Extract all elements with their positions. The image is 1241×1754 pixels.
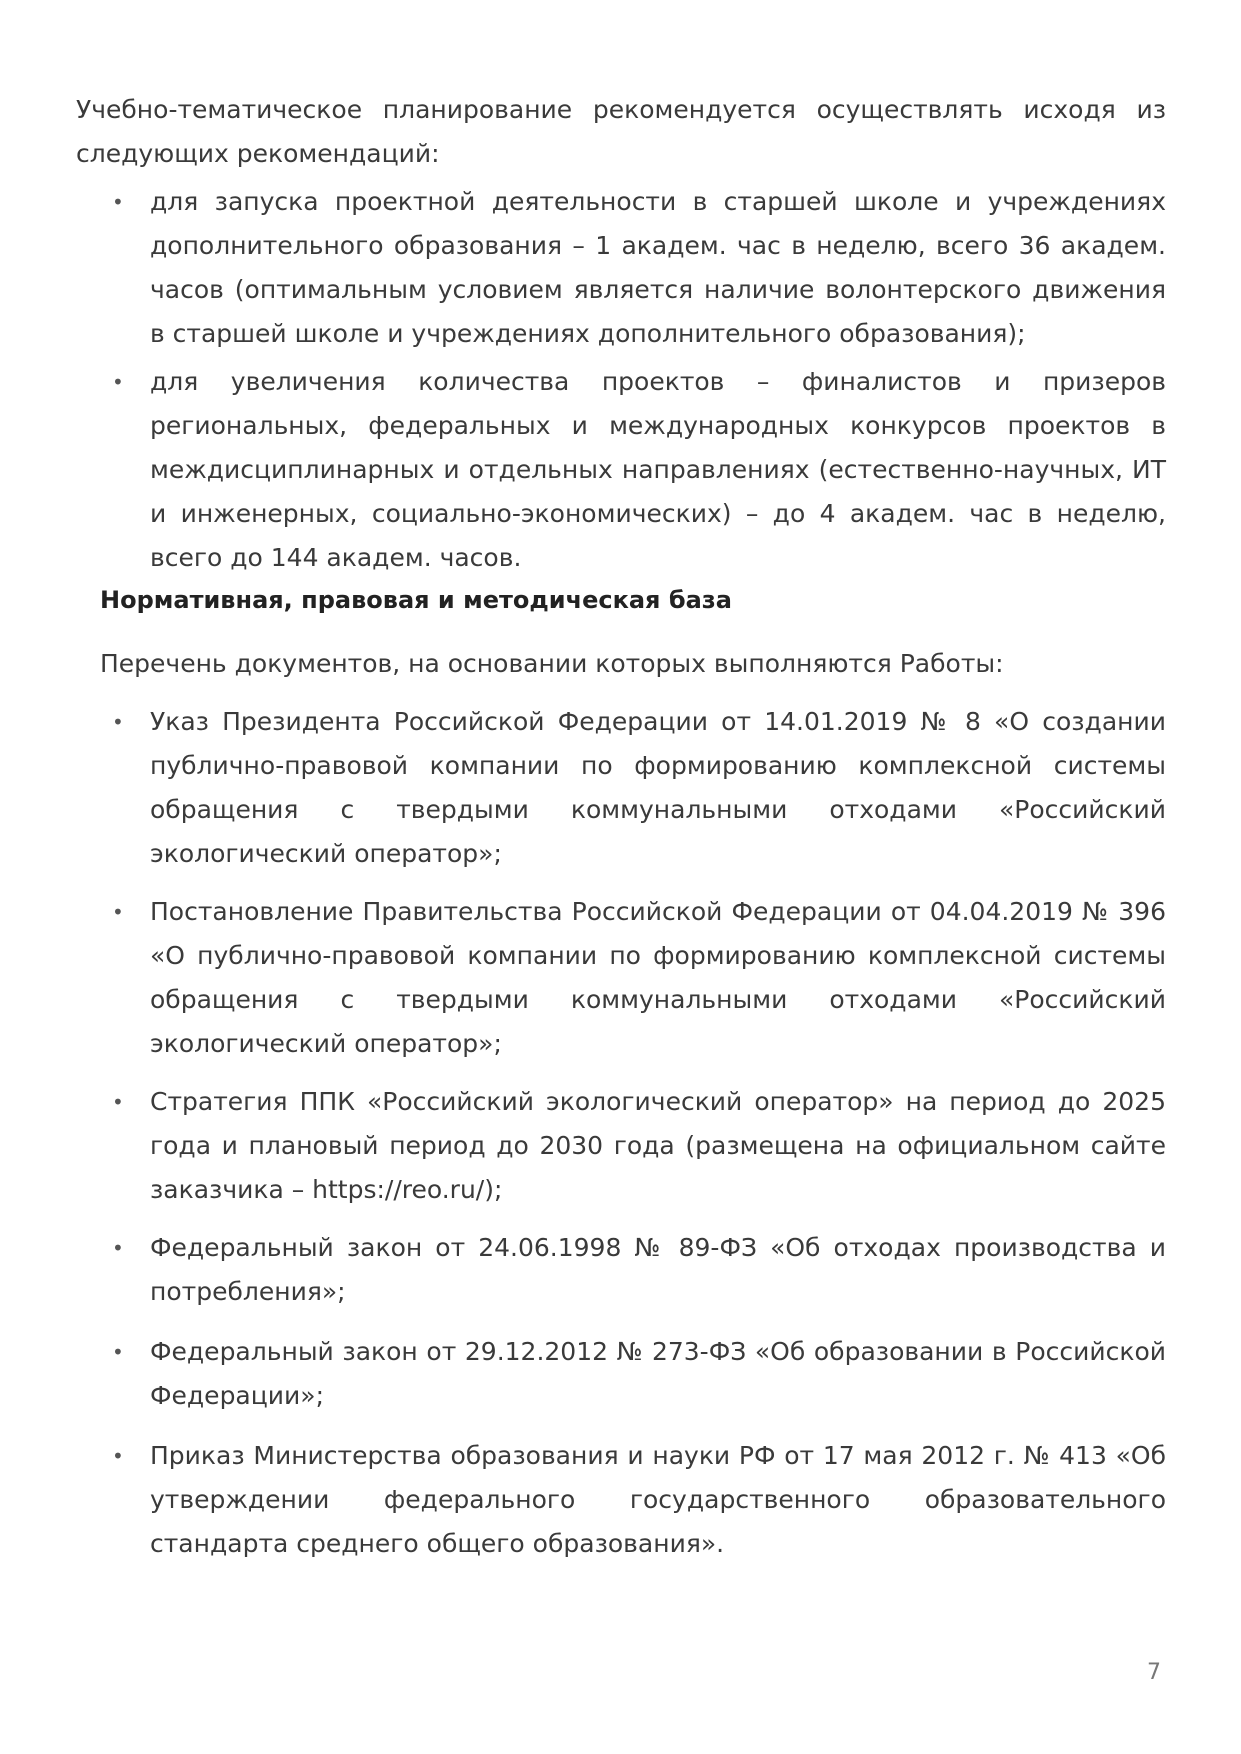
- bullet-icon: •: [112, 900, 124, 924]
- page-number: 7: [1147, 1660, 1161, 1685]
- list-item: [112, 700, 1166, 876]
- document-text: Указ Президента Российской Федерации от 14.01.2019 № 8 «О создании публично-правовой компании по формированию комплексной системы обращения с твердыми коммунальными отходами «Российский экологический оператор»;: [150, 707, 1166, 868]
- bullet-icon: •: [112, 370, 124, 394]
- list-item: [112, 1226, 1166, 1314]
- list-item: [112, 1080, 1166, 1212]
- bullet-icon: •: [112, 1444, 124, 1468]
- document-text: Постановление Правительства Российской Федерации от 04.04.2019 № 396 «О публично-правовой компании по формированию комплексной системы обращения с твердыми коммунальными отходами «Российский экологический оператор»;: [150, 897, 1166, 1058]
- recommendation-text: для увеличения количества проектов – финалистов и призеров региональных, федеральных и международных конкурсов проектов в междисциплинарных и отдельных направлениях (естественно-научных, ИТ и инженерных, социально-экономических) – до 4 академ. час в неделю, всего до 144 академ. часов.: [150, 367, 1166, 572]
- bullet-icon: •: [112, 1236, 124, 1260]
- recommendation-text: для запуска проектной деятельности в старшей школе и учреждениях дополнительного образования – 1 академ. час в неделю, всего 36 академ. часов (оптимальным условием является наличие волонтерского движения в старшей школе и учреждениях дополнительного образования);: [150, 187, 1166, 348]
- documents-lead: Перечень документов, на основании которых выполняются Работы:: [100, 649, 1004, 678]
- document-text: Приказ Министерства образования и науки РФ от 17 мая 2012 г. № 413 «Об утверждении федерального государственного образовательного стандарта среднего общего образования».: [150, 1441, 1166, 1558]
- list-item: [112, 180, 1166, 356]
- document-text: Стратегия ППК «Российский экологический оператор» на период до 2025 года и плановый период до 2030 года (размещена на официальном сайте заказчика – https://reo.ru/);: [150, 1087, 1166, 1204]
- intro-paragraph: Учебно-тематическое планирование рекомендуется осуществлять исходя из следующих рекомендаций:: [76, 95, 1166, 168]
- bullet-icon: •: [112, 1340, 124, 1364]
- bullet-icon: •: [112, 1090, 124, 1114]
- list-item: [112, 1434, 1166, 1566]
- bullet-icon: •: [112, 710, 124, 734]
- section-heading: Нормативная, правовая и методическая база: [100, 586, 732, 614]
- list-item: [112, 360, 1166, 580]
- document-text: Федеральный закон от 29.12.2012 № 273-ФЗ «Об образовании в Российской Федерации»;: [150, 1337, 1166, 1410]
- bullet-icon: •: [112, 190, 124, 214]
- document-text: Федеральный закон от 24.06.1998 № 89-ФЗ «Об отходах производства и потребления»;: [150, 1233, 1166, 1306]
- list-item: [112, 1330, 1166, 1418]
- list-item: [112, 890, 1166, 1066]
